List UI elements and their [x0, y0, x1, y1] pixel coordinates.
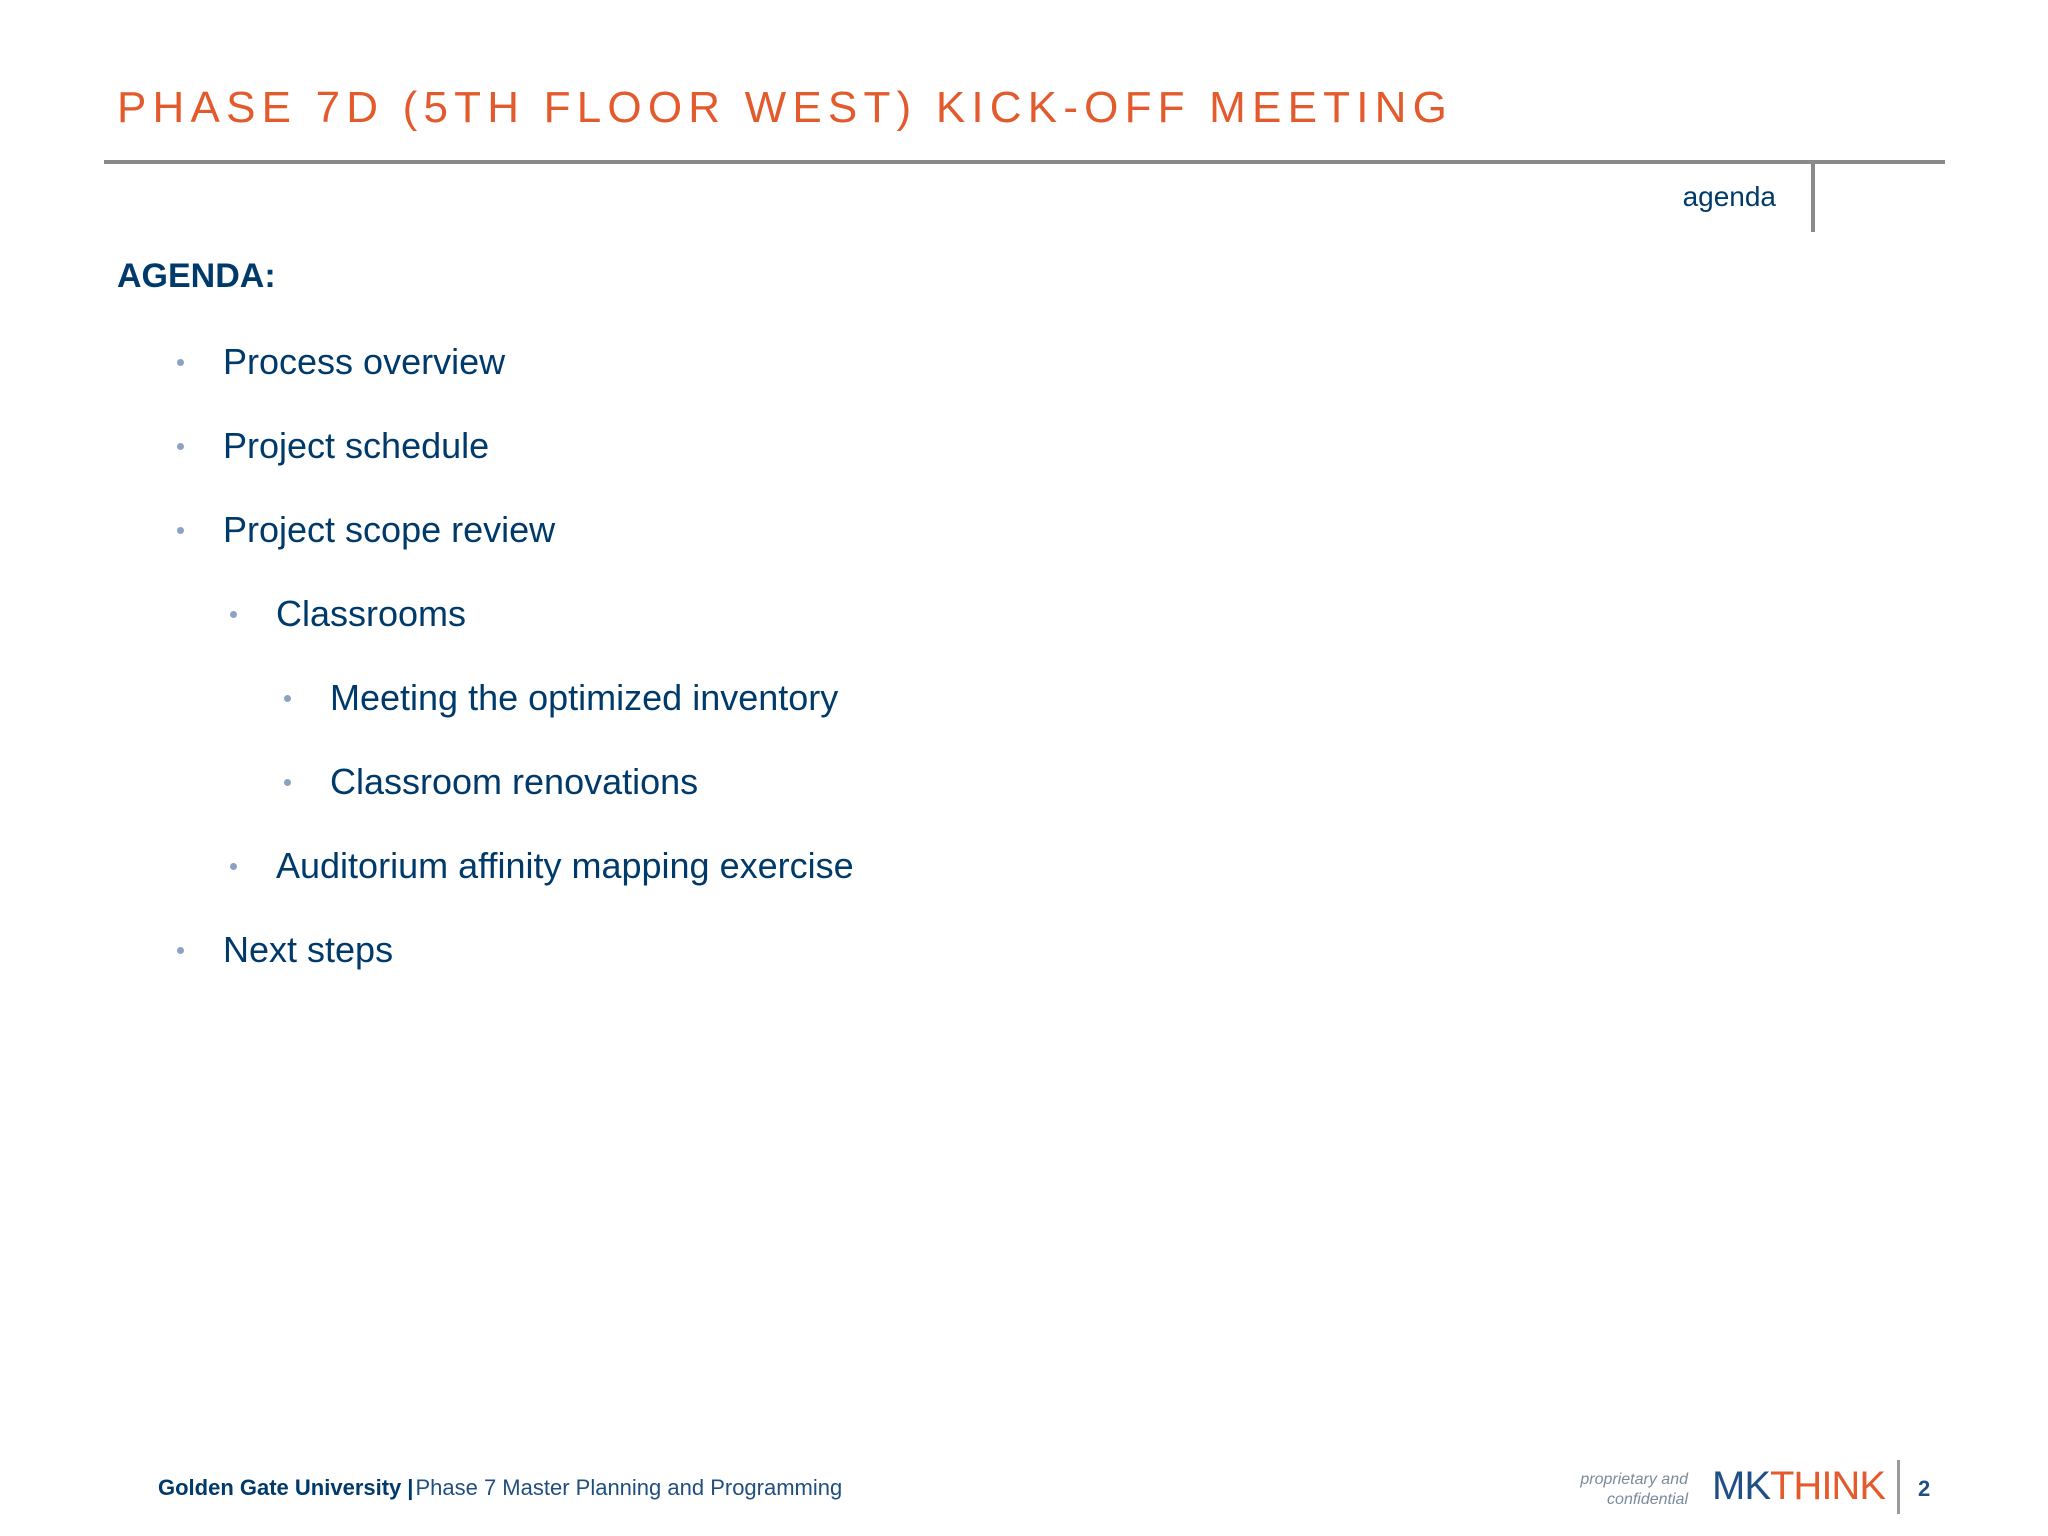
agenda-item: [330, 761, 699, 802]
footer-organization: [158, 1475, 842, 1501]
logo-mk-text: MK: [1712, 1464, 1770, 1508]
mkthink-logo: [1712, 1462, 1885, 1510]
section-tag: agenda: [1682, 181, 1776, 212]
agenda-item-label: Next steps: [223, 929, 394, 970]
page-number: 2: [1918, 1476, 1931, 1501]
logo-think-text: THINK: [1770, 1464, 1885, 1508]
agenda-heading: AGENDA:: [117, 257, 276, 295]
section-tag-divider: [1811, 164, 1815, 232]
confidentiality-line: confidential: [1607, 1491, 1688, 1508]
agenda-item: [223, 509, 556, 550]
footer-separator: |: [407, 1475, 414, 1500]
agenda-item-label: Classroom renovations: [330, 761, 699, 802]
agenda-item-label: Project schedule: [223, 425, 490, 466]
bullet-icon: [177, 443, 184, 450]
agenda-item: [223, 341, 506, 382]
bullet-icon: [230, 863, 237, 870]
agenda-item: [223, 929, 394, 970]
confidentiality-notice: [1568, 1470, 1688, 1510]
footer-org-name: Golden Gate University: [158, 1475, 402, 1500]
bullet-icon: [177, 947, 184, 954]
title-divider-line: [104, 160, 1945, 164]
agenda-item-label: Meeting the optimized inventory: [330, 677, 839, 718]
bullet-icon: [177, 359, 184, 366]
bullet-icon: [177, 527, 184, 534]
bullet-icon: [284, 695, 291, 702]
agenda-item-label: Classrooms: [276, 593, 467, 634]
confidentiality-line: proprietary and: [1580, 1471, 1688, 1488]
agenda-item-label: Process overview: [223, 341, 506, 382]
agenda-item-label: Auditorium affinity mapping exercise: [276, 845, 854, 886]
agenda-item: [330, 677, 839, 718]
agenda-item: [276, 845, 854, 886]
bullet-icon: [230, 611, 237, 618]
footer-project-name: Phase 7 Master Planning and Programming: [415, 1475, 843, 1500]
agenda-item: [223, 425, 490, 466]
footer-divider: [1897, 1460, 1900, 1514]
bullet-icon: [284, 779, 291, 786]
agenda-item-label: Project scope review: [223, 509, 556, 550]
slide-title: PHASE 7D (5TH FLOOR WEST) KICK-OFF MEETING: [117, 83, 1454, 132]
agenda-item: [276, 593, 467, 634]
